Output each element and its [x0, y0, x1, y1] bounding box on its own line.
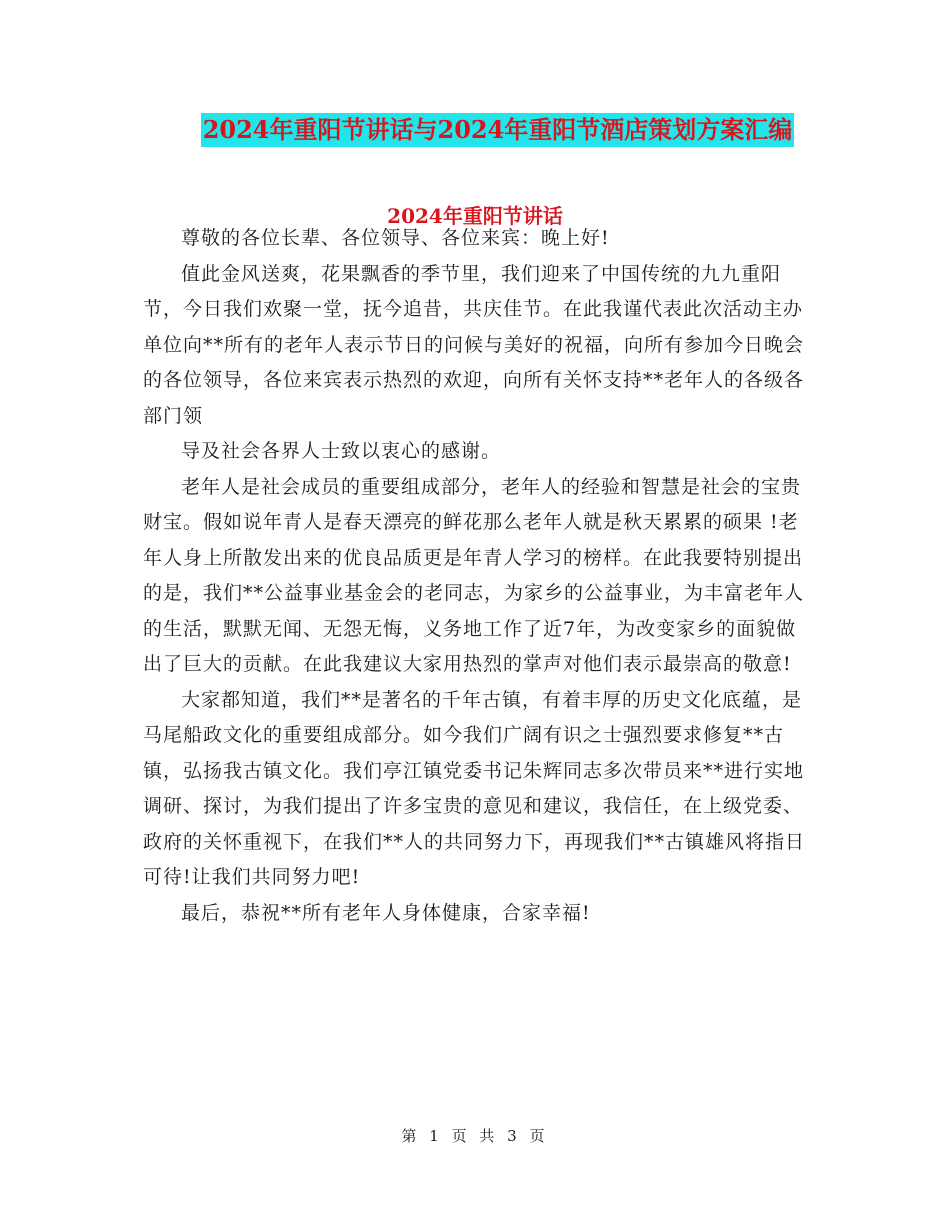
paragraph-town: 大家都知道，我们**是著名的千年古镇，有着丰厚的历史文化底蕴，是马尾船政文化的重要组成部分。如今我们广阔有识之士强烈要求修复**古镇，弘扬我古镇文化。我们亭江镇党委书记朱辉同志多次带员来**进行实地调研、探讨，为我们提出了许多宝贵的意见和建议，我信任，在上级党委、政府的关怀重视下，在我们**人的共同努力下，再现我们**古镇雄风将指日可待!让我们共同努力吧!	[143, 688, 806, 888]
paragraph-thanks: 导及社会各界人士致以衷心的感谢。	[181, 440, 502, 462]
document-title-container	[0, 113, 950, 147]
document-body	[143, 221, 807, 931]
document-title: 2024年重阳节讲话与2024年重阳节酒店策划方案汇编	[201, 113, 795, 147]
section-title: 2024年重阳节讲话	[387, 204, 563, 228]
paragraph-greeting: 尊敬的各位长辈、各位领导、各位来宾：晚上好!	[181, 227, 610, 249]
page-number-footer: 第 1 页 共 3 页	[401, 1127, 549, 1145]
paragraph-closing: 最后，恭祝**所有老年人身体健康，合家幸福!	[181, 901, 591, 924]
paragraph-elders: 老年人是社会成员的重要组成部分，老年人的经验和智慧是社会的宝贵财宝。假如说年青人是春天漂亮的鲜花那么老年人就是秋天累累的硕果 !老年人身上所散发出来的优良品质更是年青人学习的榜样。在此我要特别提出的是，我们**公益事业基金会的老同志，为家乡的公益事业，为丰富老年人的生活，默默无闻、无怨无悔，义务地工作了近7年，为改变家乡的面貌做出了巨大的贡献。在此我建议大家用热烈的掌声对他们表示最崇高的敬意!	[143, 475, 805, 675]
paragraph-opening: 值此金风送爽，花果飘香的季节里，我们迎来了中国传统的九九重阳节，今日我们欢聚一堂，抚今追昔，共庆佳节。在此我谨代表此次活动主办单位向**所有的老年人表示节日的问候与美好的祝福，向所有参加今日晚会的各位领导，各位来宾表示热烈的欢迎，向所有关怀支持**老年人的各级各部门领	[143, 262, 805, 427]
